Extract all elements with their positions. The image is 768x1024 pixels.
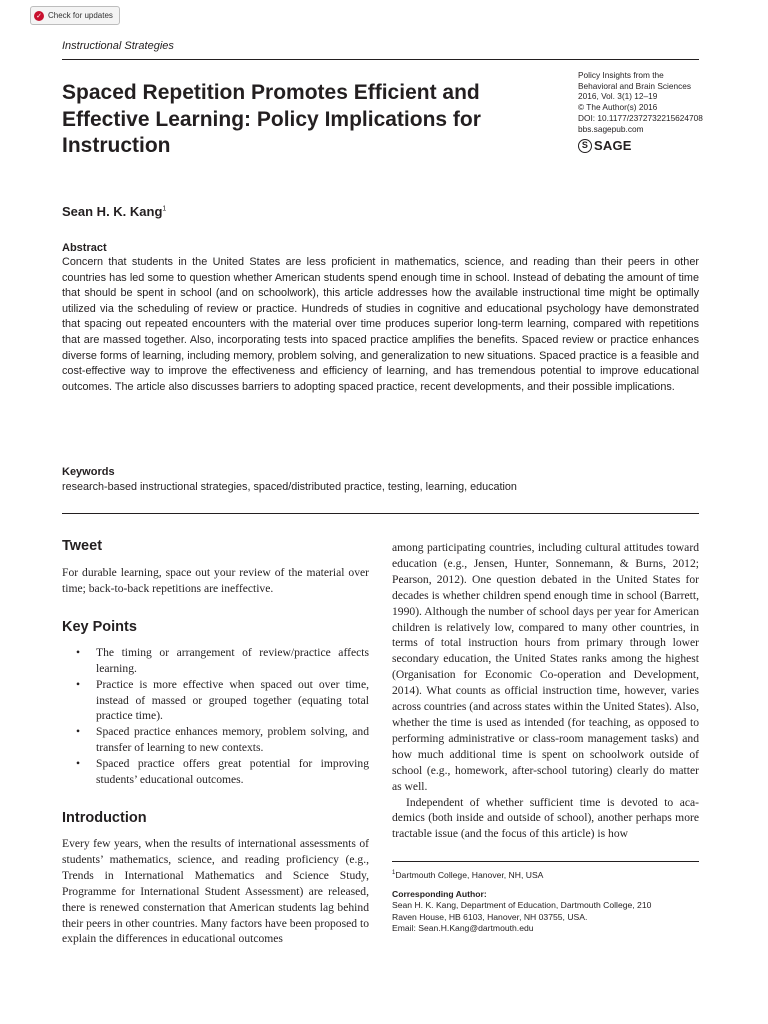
- check-for-updates-badge[interactable]: [30, 6, 120, 25]
- author: [62, 204, 166, 219]
- author-affiliation-mark: 1: [162, 205, 167, 213]
- check-for-updates-label: Check for updates: [48, 11, 113, 20]
- list-item: • The timing or arrangement of review/practice affects learning.: [76, 645, 369, 675]
- article-title: Spaced Repetition Promotes Efficient and Effective Learning: Policy Implications for Instruction: [62, 81, 481, 157]
- section-label: Instructional Strategies: [62, 40, 174, 52]
- check-circle-icon: ✓: [34, 11, 44, 21]
- journal-line: 2016, Vol. 3(1) 12–19: [578, 91, 658, 102]
- keywords-rule: [62, 513, 699, 514]
- introduction-paragraph: Every few years, when the results of international assessments of students’ mathematics, science, and reading proficiency (e.g., Trends in International Mathematics and Science Study, Programme for International Student Assessment) are released, there is renewed consternation that American students lag behind their peers in other countries. Many factors have been proposed to explain the differences in educational outcomes: [62, 836, 369, 946]
- introduction-paragraph-2: Independent of whether sufficient time is devoted to aca-demics (both inside and outside of school), another perhaps more tractable issue (and the focus of this article) is how: [392, 795, 699, 841]
- list-item: • Spaced practice enhances memory, problem solving, and transfer of learning to new contexts.: [76, 725, 369, 755]
- journal-info: [578, 70, 728, 134]
- tweet-heading: Tweet: [62, 538, 103, 554]
- footnote-rule: [392, 861, 699, 862]
- key-points-heading: Key Points: [62, 618, 137, 635]
- journal-line: Policy Insights from the: [578, 70, 664, 80]
- abstract-heading: Abstract: [62, 242, 107, 254]
- footnote: [392, 868, 702, 934]
- journal-line: © The Author(s) 2016: [578, 102, 658, 113]
- introduction-paragraph-continued: among participating countries, including cultural attitudes toward education (e.g., Jensen, Hunter, Sonnemann, & Burns, 2012; Pearson, 2012). One question debated in the United States for decades is whether children spend enough time in school (Barrett, 1990). Although the number of school days per year for American children is relatively low, compared to many other countries, in terms of total instruction hours from primary through lower secondary education, the United States ranks among the highest (Organisation for Economic Co-operation and Development, 2014). What counts as official instruction time, however, varies across countries (and across states within the United States). Also, whether the time is used as intended (for teaching, as opposed to performing administrative or class-room management tasks) and how much additional time is spent on schoolwork outside of school (e.g., homework, after-school tutoring) clearly do matter as well.: [392, 541, 699, 793]
- abstract-text: Concern that students in the United States are less proficient in mathematics, science, and reading than their peers in other countries has led some to question whether American students spend enough time in school. Instead of debating the amount of time that should be spent in school (and on schoolwork), this article addresses how the available instructional time might be optimally utilized via the scheduling of review or practice. Hundreds of studies in cognitive and educational psychology have demonstrated that spacing out repeated encounters with the material over time produces superior long-term learning, compared with repetitions that are massed together. Also, incorporating tests into spaced practice amplifies the benefits. Spaced review or practice enhances diverse forms of learning, including memory, problem solving, and generalization to new situations. Spaced practice is a feasible and cost-effective way to improve the effectiveness and efficiency of learning, and has tremendous potential to improve educational outcomes. The article also discusses barriers to adopting spaced practice, recent developments, and their possible implications.: [62, 256, 699, 393]
- publisher-name: SAGE: [594, 138, 632, 153]
- header-rule: [62, 59, 699, 60]
- keywords-text: research-based instructional strategies, spaced/distributed practice, testing, learning, education: [62, 481, 517, 493]
- journal-line: Behavioral and Brain Sciences: [578, 80, 691, 91]
- journal-url: bbs.sagepub.com: [578, 123, 644, 134]
- journal-doi: DOI: 10.1177/2372732215624708: [578, 112, 703, 123]
- author-name: Sean H. K. Kang: [62, 204, 163, 219]
- tweet-text: For durable learning, space out your review of the material over time; back-to-back repetitions are ineffective.: [62, 566, 369, 595]
- left-column: [62, 538, 369, 947]
- list-item: • Spaced practice offers great potential for improving students’ educational outcomes.: [76, 757, 369, 787]
- keywords-heading: Keywords: [62, 466, 115, 478]
- affiliation: $^1$Dartmouth College, Hanover, NH, USA: [392, 869, 544, 880]
- publisher-logo: [578, 138, 632, 153]
- introduction-heading: Introduction: [62, 809, 147, 826]
- sage-logo-icon: S: [578, 139, 592, 153]
- corresponding-author-heading: Corresponding Author:: [392, 889, 487, 900]
- corresponding-author-email[interactable]: Email: Sean.H.Kang@dartmouth.edu: [392, 923, 534, 934]
- right-column: [392, 540, 699, 842]
- key-points-list: [62, 645, 369, 788]
- corresponding-author-line: Raven House, HB 6103, Hanover, NH 03755, USA.: [392, 911, 588, 922]
- list-item: • Practice is more effective when spaced out over time, instead of massed or grouped together (equating total practice time).: [76, 677, 369, 723]
- corresponding-author-line: Sean H. K. Kang, Department of Education, Dartmouth College, 210: [392, 900, 652, 911]
